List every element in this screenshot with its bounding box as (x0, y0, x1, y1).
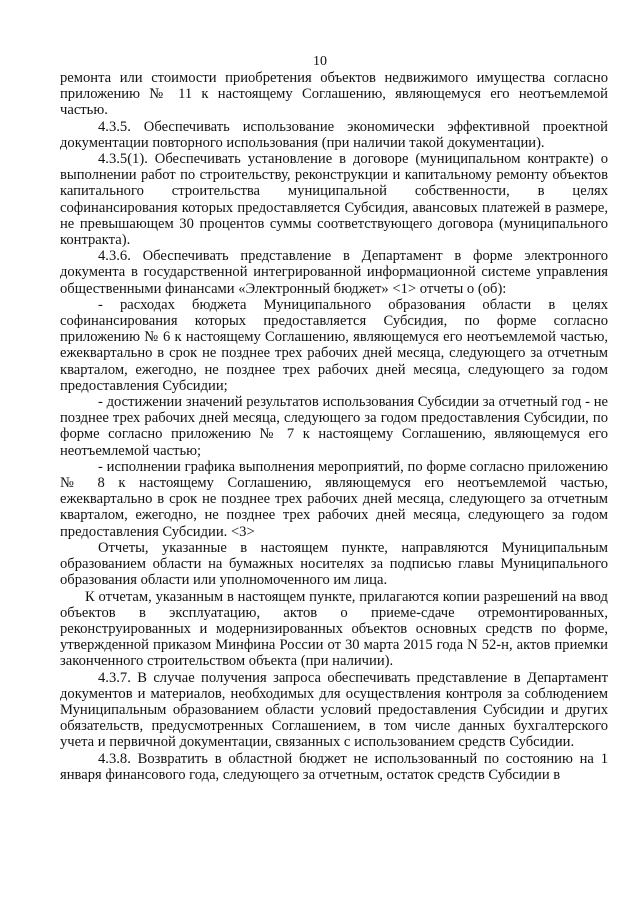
paragraph-4-3-7: 4.3.7. В случае получения запроса обеспечивать представление в Департамент документов и материалов, необходимых для осуществления контроля за соблюдением Муниципальным образованием области условий предоставления Субсидии и других обязательств, предусмотренных Соглашением, в том числе данных бухгалтерского учета и первичной документации, связанных с использованием средств Субсидии. (60, 669, 608, 751)
paragraph-4-3-5-1: 4.3.5(1). Обеспечивать установление в договоре (муниципальном контракте) о выполнении работ по строительству, реконструкции и капитальному ремонту объектов капитального строительства муниципальной собственности, в целях софинансирования которых предоставляется Субсидия, авансовых платежей в размере, не превышающем 30 процентов суммы соответствующего договора (муниципального контракта). (60, 151, 608, 249)
page-number: 10 (313, 54, 327, 69)
paragraph-4-3-8: 4.3.8. Возвратить в областной бюджет не использованный по состоянию на 1 января финансового года, следующего за отчетным, остаток средств Субсидии в (60, 750, 608, 783)
list-item-results-achievement: - достижении значений результатов использования Субсидии за отчетный год - не позднее трех рабочих дней месяца, следующего за годом предоставления Субсидии, по форме согласно приложению № 7 к настоящему Соглашению, являющемуся его неотъемлемой частью; (60, 394, 608, 459)
paragraph-continuation: ремонта или стоимости приобретения объектов недвижимого имущества согласно приложению № 11 к настоящему Соглашению, являющемуся его неотъемлемой частью. (60, 70, 608, 119)
paragraph-4-3-5: 4.3.5. Обеспечивать использование экономически эффективной проектной документации повторного использования (при наличии такой документации). (60, 118, 608, 151)
paragraph-4-3-6: 4.3.6. Обеспечивать представление в Департамент в форме электронного документа в государственной интегрированной информационной системе управления общественными финансами «Электронный бюджет» <1> отчеты о (об): (60, 248, 608, 297)
document-body (60, 70, 608, 783)
paragraph-reports-attachments: К отчетам, указанным в настоящем пункте, прилагаются копии разрешений на ввод объектов в эксплуатацию, актов о приеме-сдаче отремонтированных, реконструированных и модернизированных объектов основных средств по форме, утвержденной приказом Минфина России от 30 марта 2015 года N 52-н, актов приемки законченного строительством объекта (при наличии). (60, 588, 608, 670)
list-item-schedule-execution: - исполнении графика выполнения мероприятий, по форме согласно приложению № 8 к настоящему Соглашению, являющемуся его неотъемлемой частью, ежеквартально в срок не позднее трех рабочих дней месяца, следующего за отчетным кварталом, ежегодно, не позднее трех рабочих дней месяца, следующего за годом предоставления Субсидии. <3> (60, 458, 608, 540)
list-item-budget-expenses: - расходах бюджета Муниципального образования области в целях софинансирования которых предоставляется Субсидия, по форме согласно приложению № 6 к настоящему Соглашению, являющемуся его неотъемлемой частью, ежеквартально в срок не позднее трех рабочих дней месяца, следующего за отчетным кварталом, ежегодно, не позднее трех рабочих дней месяца, следующего за годом предоставления Субсидии; (60, 296, 608, 394)
paragraph-reports-submission: Отчеты, указанные в настоящем пункте, направляются Муниципальным образованием области на бумажных носителях за подписью главы Муниципального образования области или уполномоченного им лица. (60, 539, 608, 589)
